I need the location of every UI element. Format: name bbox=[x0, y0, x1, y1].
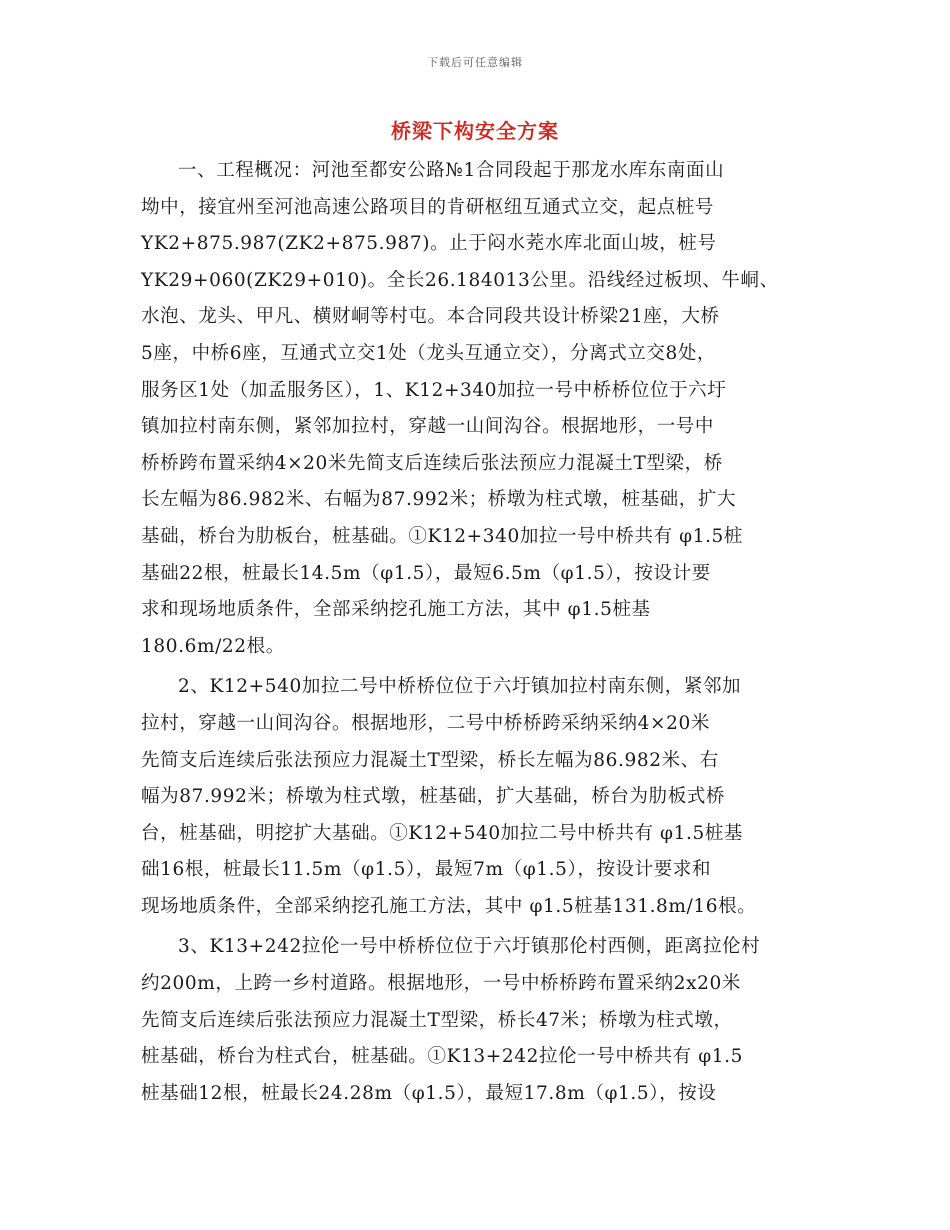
text-line: 桥桥跨布置采纳4×20米先简支后连续后张法预应力混凝土T型梁，桥 bbox=[141, 452, 723, 474]
text-line: 180.6m/22根。 bbox=[141, 635, 285, 657]
text-line: YK2+875.987(ZK2+875.987)。止于闷水茺水库北面山坡，桩号 bbox=[141, 233, 717, 255]
text-line: 坳中，接宜州至河池高速公路项目的肯研枢纽互通式立交，起点桩号 bbox=[141, 196, 715, 218]
text-line: 2、K12+540加拉二号中桥桥位位于六圩镇加拉村南东侧，紧邻加 bbox=[178, 676, 742, 698]
document-title: 桥梁下构安全方案 bbox=[391, 119, 559, 143]
text-line: 拉村，穿越一山间沟谷。根据地形，二号中桥桥跨采纳采纳4×20米 bbox=[141, 712, 710, 734]
text-line: 现场地质条件，全部采纳挖孔施工方法，其中 φ1.5桩基131.8m/16根。 bbox=[141, 895, 757, 917]
paragraph bbox=[141, 153, 821, 665]
text-line: YK29+060(ZK29+010)。全长26.184013公里。沿线经过板坝、牛峒、 bbox=[141, 269, 779, 291]
text-line: 服务区1处（加孟服务区），1、K12+340加拉一号中桥桥位位于六圩 bbox=[141, 379, 727, 401]
text-line: 基础，桥台为肋板台，桩基础。①K12+340加拉一号中桥共有 φ1.5桩 bbox=[141, 525, 744, 547]
text-line: 幅为87.992米；桥墩为柱式墩，桩基础，扩大基础，桥台为肋板式桥 bbox=[141, 786, 726, 808]
text-line: 长左幅为86.982米、右幅为87.992米；桥墩为柱式墩，桩基础，扩大 bbox=[141, 489, 737, 511]
text-line: 桩基础，桥台为柱式台，桩基础。①K13+242拉伦一号中桥共有 φ1.5 bbox=[141, 1046, 744, 1068]
text-line: 镇加拉村南东侧，紧邻加拉村，穿越一山间沟谷。根据地形，一号中 bbox=[141, 416, 715, 438]
text-line: 先简支后连续后张法预应力混凝土T型梁，桥长左幅为86.982米、右 bbox=[141, 749, 719, 771]
text-line: 水泡、龙头、甲凡、横财峒等村屯。本合同段共设计桥梁21座，大桥 bbox=[141, 306, 720, 328]
text-line: 3、K13+242拉伦一号中桥桥位位于六圩镇那伦村西侧，距离拉伦村 bbox=[178, 936, 761, 958]
text-line: 基础22根，桩最长14.5m（φ1.5），最短6.5m（φ1.5），按设计要 bbox=[141, 562, 711, 584]
paragraph bbox=[141, 929, 821, 1112]
text-line: 台，桩基础，明挖扩大基础。①K12+540加拉二号中桥共有 φ1.5桩基 bbox=[141, 822, 744, 844]
paragraph bbox=[141, 669, 821, 925]
document-body bbox=[141, 153, 821, 1116]
text-line: 先简支后连续后张法预应力混凝土T型梁，桥长47米；桥墩为柱式墩， bbox=[141, 1009, 733, 1031]
text-line: 础16根，桩最长11.5m（φ1.5），最短7m（φ1.5），按设计要求和 bbox=[141, 859, 712, 881]
text-line: 约200m，上跨一乡村道路。根据地形，一号中桥桥跨布置采纳2x20米 bbox=[141, 973, 741, 995]
text-line: 求和现场地质条件，全部采纳挖孔施工方法，其中 φ1.5桩基 bbox=[141, 599, 651, 621]
page-header: 下载后可任意编辑 bbox=[427, 56, 523, 69]
text-line: 5座，中桥6座，互通式立交1处（龙头互通立交），分离式立交8处， bbox=[141, 342, 717, 364]
text-line: 一、工程概况：河池至都安公路№1合同段起于那龙水库东南面山 bbox=[178, 160, 725, 181]
text-line: 桩基础12根，桩最长24.28m（φ1.5），最短17.8m（φ1.5），按设 bbox=[141, 1082, 717, 1104]
